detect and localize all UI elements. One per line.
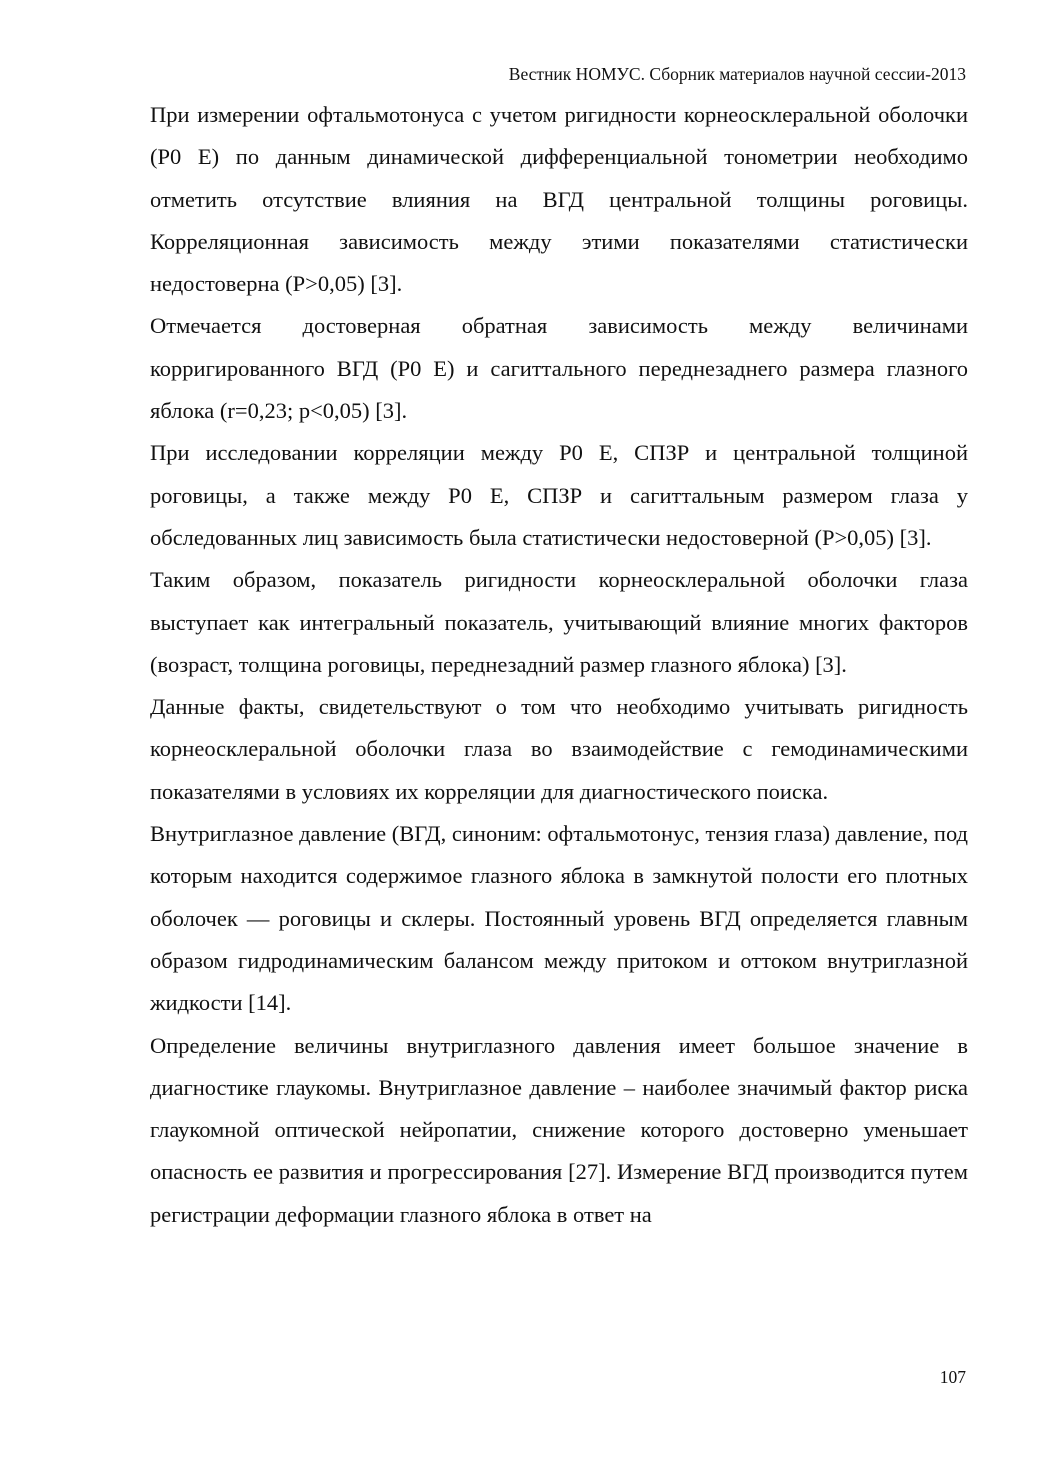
paragraph: Данные факты, свидетельствуют о том что необходимо учитывать ригидность корнеосклеральной оболочки глаза во взаимодействие с гемодинамическими показателями в условиях их корреляции для диагностического поиска. — [150, 694, 968, 804]
paragraph: Отмечается достоверная обратная зависимость между величинами корригированного ВГД (P0 E) и сагиттального переднезаднего размера глазного яблока (r=0,23; p<0,05) [3]. — [150, 313, 968, 424]
body-text — [150, 94, 968, 1236]
paragraph: Таким образом, показатель ригидности корнеосклеральной оболочки глаза выступает как интегральный показатель, учитывающий влияние многих факторов (возраст, толщина роговицы, переднезадний размер глазного яблока) [3]. — [150, 567, 968, 677]
paragraph: Внутриглазное давление (ВГД, синоним: офтальмотонус, тензия глаза) давление, под которым находится содержимое глазного яблока в замкнутой полости его плотных оболочек — роговицы и склеры. Постоянный уровень ВГД определяется главным образом гидродинамическим балансом между притоком и оттоком внутриглазной жидкости [14]. — [150, 821, 968, 1016]
running-header: Вестник НОМУС. Сборник материалов научной сессии-2013 — [508, 64, 966, 84]
paragraph: При исследовании корреляции между P0 E, СПЗР и центральной толщиной роговицы, а также между P0 E, СПЗР и сагиттальным размером глаза у обследованных лиц зависимость была статистически недостоверной (P>0,05) [3]. — [150, 440, 968, 550]
paragraph: Определение величины внутриглазного давления имеет большое значение в диагностике глаукомы. Внутриглазное давление – наиболее значимый фактор риска глаукомной оптической нейропатии, снижение которого достоверно уменьшает опасность ее развития и прогрессирования [27]. Измерение ВГД производится путем регистрации деформации глазного яблока в ответ на — [150, 1032, 968, 1227]
paragraph: При измерении офтальмотонуса с учетом ригидности корнеосклеральной оболочки (P0 E) по данным динамической дифференциальной тонометрии необходимо отметить отсутствие влияния на ВГД центральной толщины роговицы. Корреляционная зависимость между этими показателями статистически недостоверна (P>0,05) [3]. — [150, 102, 968, 297]
page-number: 107 — [939, 1367, 966, 1387]
